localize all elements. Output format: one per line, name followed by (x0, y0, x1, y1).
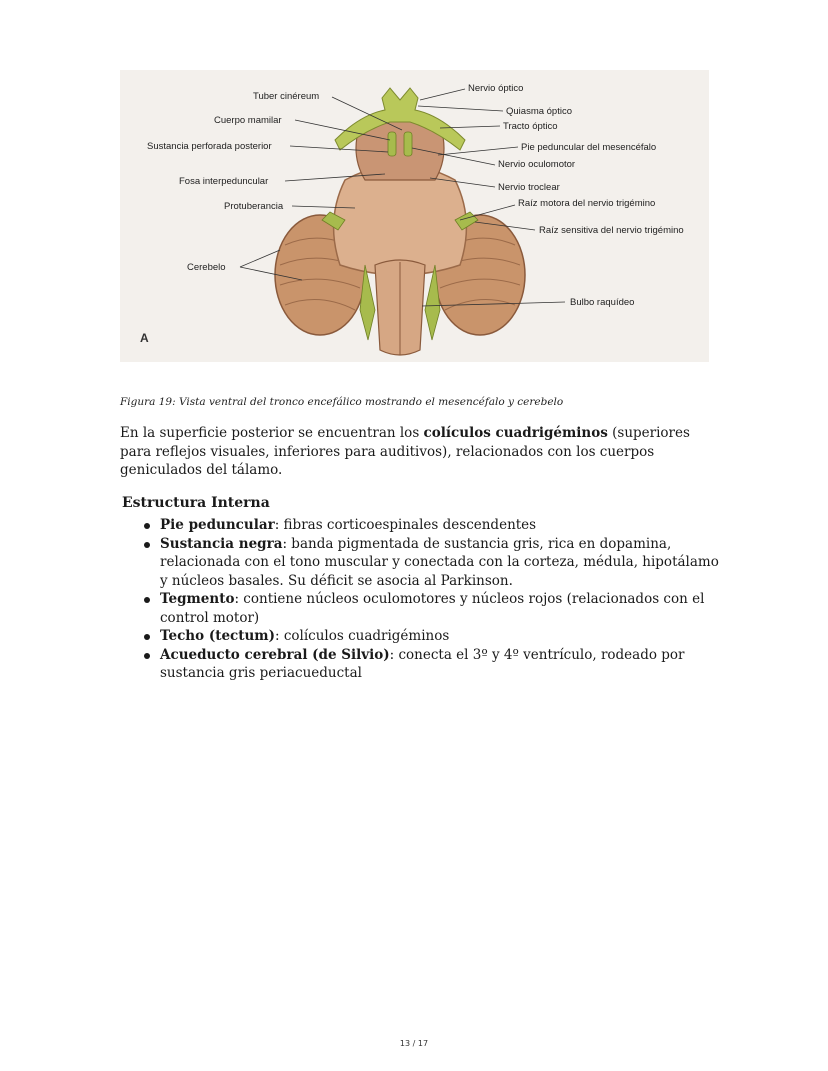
list-item (142, 535, 722, 591)
anatomy-figure (120, 70, 709, 362)
bullet-icon (144, 653, 150, 659)
pons (334, 165, 467, 275)
page-number: 13 / 17 (399, 1039, 429, 1048)
paragraph-after: (superiores para reflejos visuales, inferiores para auditivos), relacionados con los cuerpos geniculados del tálamo. (120, 425, 690, 478)
label-raiz-motora: Raíz motora del nervio trigémino (518, 198, 656, 209)
brainstem-illustration (120, 70, 709, 362)
label-quiasma: Quiasma óptico (506, 106, 573, 117)
list-item (142, 516, 722, 535)
item-text: : contiene núcleos oculomotores y núcleos rojos (relacionados con el control motor) (160, 591, 705, 626)
label-troclear: Nervio troclear (498, 182, 560, 193)
item-term: Techo (tectum) (160, 628, 275, 644)
item-text: : fibras corticoespinales descendentes (274, 517, 537, 533)
bullet-icon (144, 597, 150, 603)
label-tracto: Tracto óptico (503, 121, 558, 132)
label-fosa: Fosa interpeduncular (179, 176, 269, 187)
body-paragraph (120, 424, 720, 480)
label-bulbo: Bulbo raquídeo (570, 297, 635, 308)
paragraph-bold: colículos cuadrigéminos (423, 425, 608, 441)
item-term: Tegmento (160, 591, 235, 607)
item-term: Pie peduncular (160, 517, 275, 533)
label-cerebelo: Cerebelo (187, 262, 226, 273)
label-tuber: Tuber cinéreum (253, 91, 320, 102)
item-text: : colículos cuadrigéminos (274, 628, 450, 644)
item-text: : banda pigmentada de sustancia gris, rica en dopamina, relacionada con el tono muscular y conectada con la corteza, médula, hipotálamo y núcleos basales. Su déficit se asocia al Parkinson. (160, 535, 719, 589)
bullet-icon (144, 634, 150, 640)
bullet-icon (144, 523, 150, 529)
label-oculomotor: Nervio oculomotor (498, 159, 576, 170)
label-raiz-sensitiva: Raíz sensitiva del nervio trigémino (539, 225, 684, 236)
label-sustancia-perforada: Sustancia perforada posterior (147, 141, 272, 152)
item-term: Acueducto cerebral (de Silvio) (160, 646, 390, 663)
label-nervio-optico: Nervio óptico (468, 83, 524, 94)
list-item (142, 646, 722, 683)
label-protuberancia: Protuberancia (224, 201, 284, 212)
item-term: Sustancia negra (160, 535, 283, 552)
label-cuerpo-mamilar: Cuerpo mamilar (214, 115, 282, 126)
label-pie-peduncular: Pie peduncular del mesencéfalo (521, 142, 657, 153)
list-item (142, 590, 722, 627)
section-title: Estructura Interna (122, 495, 270, 511)
bullet-icon (144, 542, 150, 548)
figure-caption: Figura 19: Vista ventral del tronco encefálico mostrando el mesencéfalo y cerebelo (120, 396, 564, 408)
list-item (142, 627, 722, 646)
paragraph-before: En la superficie posterior se encuentran los (120, 425, 424, 441)
item-text: : conecta el 3º y 4º ventrículo, rodeado por sustancia gris periacueductal (160, 646, 685, 681)
panel-letter: A (140, 331, 149, 345)
structure-list (142, 516, 722, 683)
